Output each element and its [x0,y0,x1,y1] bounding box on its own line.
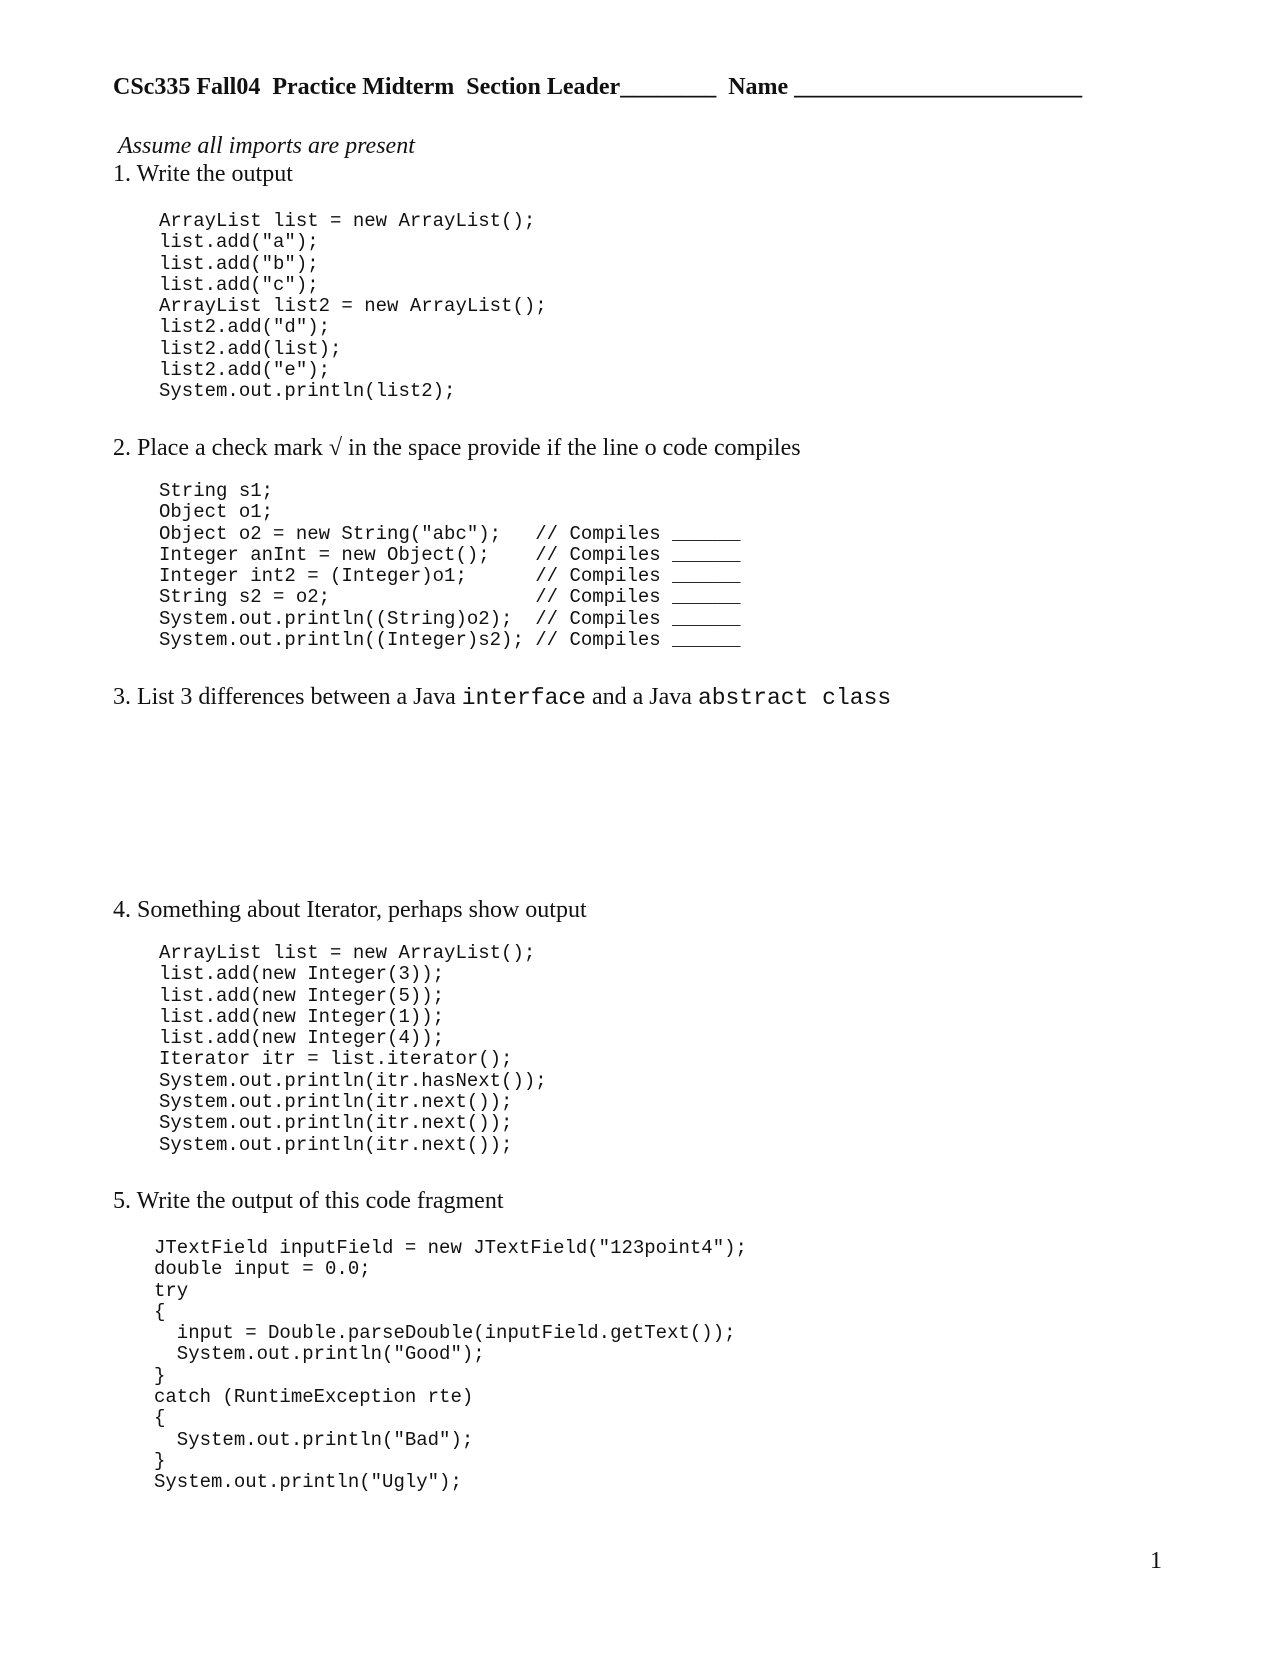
question-2-code: String s1; Object o1; Object o2 = new String("abc"); // Compiles ______ Integer anInt = new Object(); // Compiles ______ Integer int2 = (Integer)o1; // Compiles ______ String s2 = o2; // Compiles ______ System.out.println((String)o2); // Compiles ______ System.out.println((Integer)s2); // Compiles ______ [159,480,741,652]
question-1-code: ArrayList list = new ArrayList(); list.add("a"); list.add("b"); list.add("c"); ArrayList list2 = new ArrayList(); list2.add("d"); list2.add(list); list2.add("e"); System.out.println(list2); [159,210,547,403]
question-3-title [113,684,891,711]
question-5-code: JTextField inputField = new JTextField("123point4"); double input = 0.0; try { input = Double.parseDouble(inputField.getText()); System.out.println("Good"); } catch (RuntimeException rte) { System.out.println("Bad"); } System.out.println("Ugly"); [154,1237,747,1494]
question-5-title: 5. Write the output of this code fragment [113,1188,504,1214]
page-number: 1 [1150,1548,1162,1574]
question-3-prefix: 3. List 3 differences between a Java [113,684,462,710]
question-1-title: 1. Write the output [113,161,293,187]
question-2-title: 2. Place a check mark √ in the space provide if the line o code compiles [113,435,801,461]
question-4-title: 4. Something about Iterator, perhaps show output [113,897,587,923]
question-3-term-interface: interface [461,685,586,711]
intro-note: Assume all imports are present [118,133,415,159]
exam-header: CSc335 Fall04 Practice Midterm Section Leader________ Name ________________________ [113,74,1083,100]
question-3-middle: and a Java [585,684,698,710]
question-3-term-abstract-class: abstract class [697,685,892,711]
question-4-code: ArrayList list = new ArrayList(); list.add(new Integer(3)); list.add(new Integer(5)); list.add(new Integer(1)); list.add(new Integer(4)); Iterator itr = list.iterator(); System.out.println(itr.hasNext()); System.out.println(itr.next()); System.out.println(itr.next()); System.out.println(itr.next()); [159,942,547,1156]
